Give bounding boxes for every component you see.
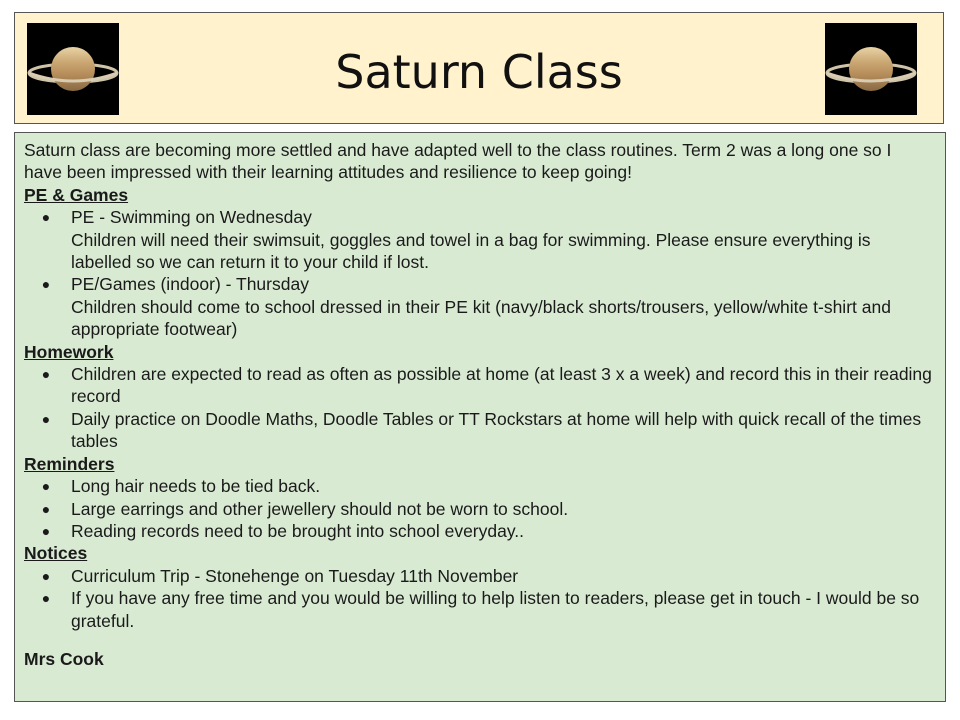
list-item — [24, 498, 935, 520]
bullet-icon: ● — [41, 478, 51, 495]
bullet-icon: ● — [41, 209, 51, 226]
signature: Mrs Cook — [24, 648, 104, 669]
list-item — [24, 565, 935, 587]
section-heading-notices: Notices — [24, 543, 88, 564]
list-item — [24, 273, 935, 340]
list-item — [24, 587, 935, 632]
bullet-icon: ● — [41, 522, 51, 539]
bullet-icon: ● — [41, 567, 51, 584]
list-item-text: If you have any free time and you would be willing to help listen to readers, please get in touch - I would be so grateful. — [71, 588, 920, 631]
bullet-icon: ● — [41, 410, 51, 427]
list-item-text: Reading records need to be brought into school everyday.. — [71, 520, 525, 541]
intro-paragraph: Saturn class are becoming more settled and have adapted well to the class routines. Term 2 was a long one so I have been impressed with their learning attitudes and resilience to keep going! — [24, 140, 892, 183]
list-item-detail: Children should come to school dressed in their PE kit (navy/black shorts/trousers, yellow/white t-shirt and appropriate footwear) — [71, 296, 891, 340]
pe-games-list — [24, 206, 937, 340]
bullet-icon: ● — [41, 500, 51, 517]
newsletter-body — [14, 132, 946, 702]
list-item-text: Children are expected to read as often as possible at home (at least 3 x a week) and record this in their reading record — [71, 364, 932, 407]
header-banner — [14, 12, 944, 124]
list-item-text: Long hair needs to be tied back. — [71, 476, 321, 497]
list-item-text: Curriculum Trip - Stonehenge on Tuesday 11th November — [71, 565, 519, 586]
list-item-title: PE/Games (indoor) - Thursday — [71, 274, 309, 295]
page-title: Saturn Class — [335, 45, 623, 99]
list-item — [24, 475, 935, 497]
section-heading-homework: Homework — [24, 341, 114, 362]
section-heading-pe-games: PE & Games — [24, 184, 129, 205]
list-item — [24, 520, 935, 542]
list-item — [24, 363, 935, 408]
saturn-icon — [825, 23, 917, 115]
list-item-title: PE - Swimming on Wednesday — [71, 207, 312, 228]
homework-list — [24, 363, 937, 453]
list-item-text: Large earrings and other jewellery should not be worn to school. — [71, 498, 569, 519]
bullet-icon: ● — [41, 276, 51, 293]
section-heading-reminders: Reminders — [24, 453, 115, 474]
reminders-list — [24, 475, 937, 542]
notices-list — [24, 565, 937, 632]
list-item-text: Daily practice on Doodle Maths, Doodle Tables or TT Rockstars at home will help with quick recall of the times tables — [71, 408, 922, 452]
bullet-icon: ● — [41, 590, 51, 607]
bullet-icon: ● — [41, 366, 51, 383]
list-item-detail: Children will need their swimsuit, goggles and towel in a bag for swimming. Please ensure everything is labelled so we can return it to your child if lost. — [71, 229, 871, 273]
list-item — [24, 206, 935, 273]
list-item — [24, 408, 935, 453]
